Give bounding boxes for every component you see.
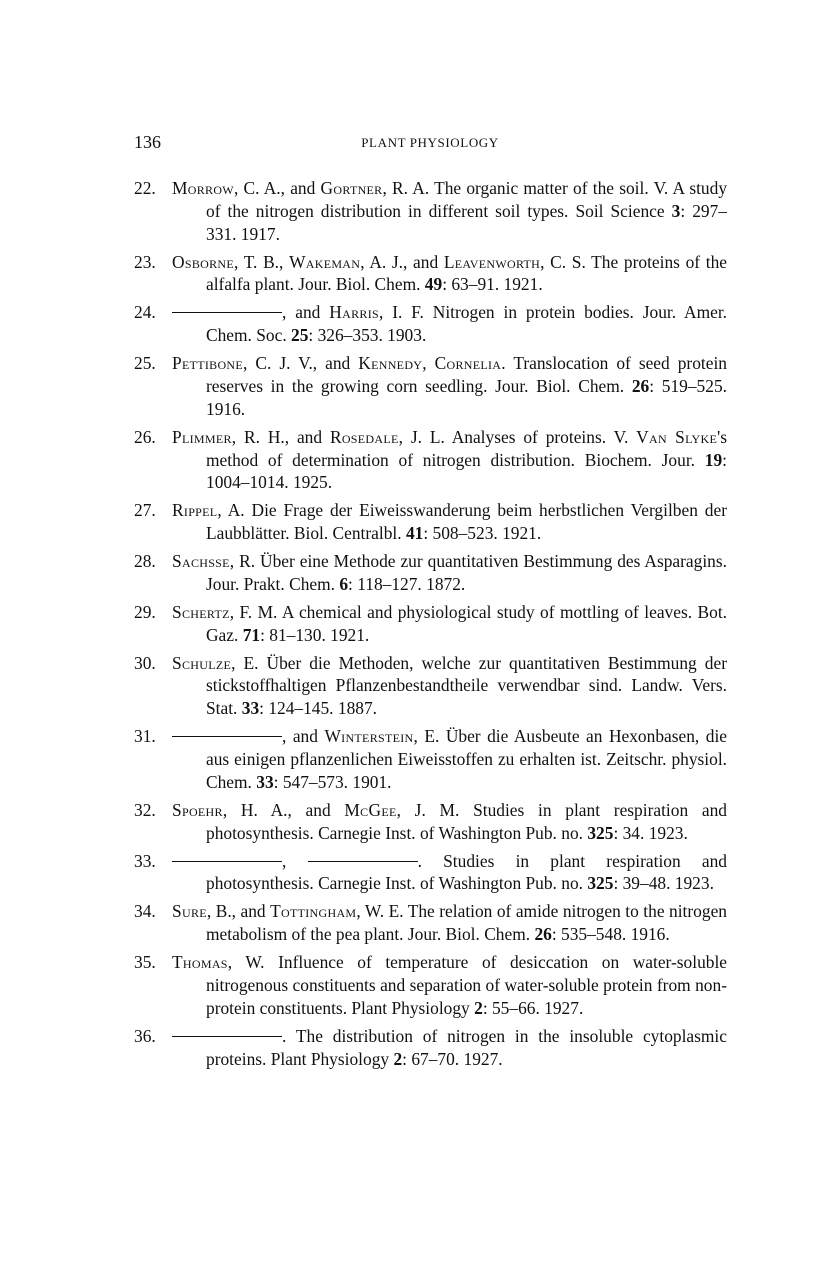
author-sep: , C. S. [540,251,586,272]
pages-year: : 519–525. 1916. [206,375,727,419]
reference-item [134,601,727,647]
reference-body [172,550,727,596]
reference-number: 23. [134,251,156,272]
reference-title: The relation of amide nitrogen to the nitrogen metabolism of the pea plant. Jour. Biol. Chem. [206,901,727,945]
reference-number: 33. [134,850,156,871]
author-name: Schulze [172,652,232,673]
author-name: Spoehr [172,799,223,820]
pages-year: : 547–573. 1901. [273,771,392,792]
ditto-dash [172,1036,282,1037]
reference-number: 27. [134,500,156,521]
volume: 71 [242,624,261,645]
pages-year: : 124–145. 1887. [259,698,378,719]
reference-number: 30. [134,652,156,673]
pages-year: : 535–548. 1916. [551,924,670,945]
reference-item [134,251,727,297]
author-name: Kennedy [358,353,423,374]
author-name: Wakeman [289,251,361,272]
reference-title: Über eine Methode zur quantitativen Bestimmung des Asparagins. Jour. Prakt. Chem. [206,551,727,594]
volume: 3 [671,200,681,221]
reference-body [172,1025,727,1071]
author-sep: , B., and [206,901,271,922]
page-number: 136 [134,132,161,152]
reference-list [134,177,727,1076]
reference-body [172,301,727,347]
reference-title: The proteins of the alfalfa plant. Jour. Biol. Chem. [206,251,727,295]
reference-number: 34. [134,901,156,922]
reference-title: Über die Ausbeute an Hexonbasen, die aus einigen pflanzenlichen Eiweisstoffen zu erhalten ist. Zeitschr. physiol. Chem. [206,726,727,792]
pages-year: : 81–130. 1921. [260,624,370,645]
pages-year: : 118–127. 1872. [348,573,466,594]
author-sep: , R. H., and [231,426,330,447]
reference-body [172,177,727,245]
pages-year: : 63–91. 1921. [442,274,543,295]
volume: 41 [405,523,424,544]
reference-title: Translocation of seed protein reserves in the growing corn seedling. Jour. Biol. Chem. [206,353,727,396]
author-name: Morrow [172,178,234,198]
pages-year: : 55–66. 1927. [482,997,584,1018]
reference-item [134,951,727,1019]
reference-title: Analyses of proteins. V. [444,426,637,447]
pages-year: : 297–331. 1917. [206,200,727,244]
volume: 25 [291,325,309,346]
author-sep: , T. B., [234,251,290,272]
reference-number: 22. [134,178,156,198]
pages-year: : 1004–1014. 1925. [206,449,727,493]
author-name: Plimmer [172,426,232,447]
page-header [134,132,726,158]
author-sep: , [422,353,435,374]
reference-body [172,499,727,545]
author-sep: , F. M. [229,601,278,622]
reference-item [134,1025,727,1071]
reference-body [172,352,727,420]
volume: 325 [587,873,614,894]
reference-title-cont: 's method of determination of nitrogen distribution. Biochem. Jour. [206,426,728,470]
author-sep: . [501,353,506,374]
volume: 49 [424,274,443,295]
author-name: Winterstein [324,726,414,747]
reference-body [172,251,727,297]
reference-body [172,850,727,896]
author-sep: , and [282,302,330,323]
reference-item [134,426,727,494]
reference-item [134,799,727,845]
reference-item [134,652,727,720]
author-sep: , W. E. [356,901,404,922]
reference-body [172,951,727,1019]
author-sep: , I. F. [378,302,424,323]
reference-number: 36. [134,1025,156,1046]
volume: 6 [339,573,349,594]
reference-title: Studies in plant respiration and photosynthesis. Carnegie Inst. of Washington Pub. no. [206,799,727,843]
author-name: Tottingham [270,901,357,922]
volume: 19 [704,449,723,470]
ditto-dash [308,861,418,862]
author-sep: , R. [229,551,256,572]
author-name: Schertz [172,601,230,622]
author-sep: , J. L. [398,426,445,447]
ditto-dash [172,312,282,313]
pages-year: : 39–48. 1923. [613,873,714,894]
author-name: Leavenworth [443,251,541,272]
author-name: Sachsse [172,551,230,572]
reference-item [134,550,727,596]
author-sep: , R. A. [382,178,430,198]
reference-body [172,652,727,720]
reference-body [172,725,727,793]
reference-number: 26. [134,426,156,447]
reference-title: The organic matter of the soil. V. A study of the nitrogen distribution in different soil types. Soil Science [206,178,728,221]
pages-year: : 508–523. 1921. [423,523,542,544]
author-sep: . [282,1025,287,1046]
reference-number: 35. [134,952,156,973]
author-name: Harris [329,302,379,323]
volume: 2 [393,1048,403,1069]
reference-number: 24. [134,302,156,323]
author-sep: , H. A., and [222,799,345,820]
reference-item [134,850,727,896]
reference-title: The distribution of nitrogen in the insoluble cytoplasmic proteins. Plant Physiology [206,1025,727,1069]
author-name: Thomas [172,952,228,973]
reference-title: Die Frage der Eiweisswanderung beim herbstlichen Vergilben der Laubblätter. Biol. Centralbl. [206,500,727,544]
author-sep: , J. M. [396,799,460,820]
volume: 325 [587,822,614,843]
pages-year: : 34. 1923. [613,822,688,843]
volume: 2 [474,997,483,1018]
reference-body [172,900,727,946]
author-name: McGee [344,799,397,820]
reference-number: 28. [134,551,156,572]
ditto-dash [172,861,282,862]
reference-title: A chemical and physiological study of mottling of leaves. Bot. Gaz. [206,601,727,645]
author-sep: , C. J. V., and [243,353,359,374]
reference-title: Nitrogen in protein bodies. Jour. Amer. Chem. Soc. [206,302,728,346]
volume: 33 [241,698,260,719]
reference-title: Studies in plant respiration and photosynthesis. Carnegie Inst. of Washington Pub. no. [206,850,727,894]
reference-item [134,352,727,420]
reference-item [134,725,727,793]
reference-title: Über die Methoden, welche zur quantitativen Bestimmung der stickstoffhaltigen Pflanzenbestandtheile verwendbar sind. Landw. Vers. Stat. [206,652,727,719]
reference-body [172,799,727,845]
reference-body [172,601,727,647]
running-title: PLANT PHYSIOLOGY [361,135,499,150]
author-name: Osborne [172,251,235,272]
reference-number: 25. [134,353,156,374]
author-sep: , W. [227,952,265,973]
author-sep: , C. A., and [233,178,321,198]
reference-item [134,900,727,946]
reference-item [134,301,727,347]
author-sep: , A. [217,500,245,521]
reference-title: Influence of temperature of desiccation on water-soluble nitrogenous constituents and separation of water-soluble protein from non-protein constituents. Plant Physiology [206,952,728,1018]
author-name: Cornelia [434,353,502,374]
pages-year: : 326–353. 1903. [308,325,427,346]
author-sep: , and [282,726,325,747]
author-name: Rippel [172,500,218,521]
volume: 33 [256,771,274,792]
author-name: Pettibone [172,353,244,374]
author-sep: , [282,850,308,871]
reference-number: 32. [134,799,156,820]
author-sep: , A. J., and [360,251,444,272]
reference-body [172,426,727,494]
reference-number: 31. [134,726,156,747]
reference-number: 29. [134,601,156,622]
author-name: Sure [172,901,207,922]
author-sep: . [417,850,422,871]
author-name: Rosedale [329,426,399,447]
author-sep: , E. [231,652,259,673]
reference-item [134,177,727,245]
author-sep: , E. [413,726,440,747]
pages-year: : 67–70. 1927. [402,1048,503,1069]
cited-name: Van Slyke [636,426,718,447]
volume: 26 [534,924,552,945]
author-name: Gortner [320,178,383,198]
ditto-dash [172,736,282,737]
volume: 26 [631,375,650,396]
reference-item [134,499,727,545]
